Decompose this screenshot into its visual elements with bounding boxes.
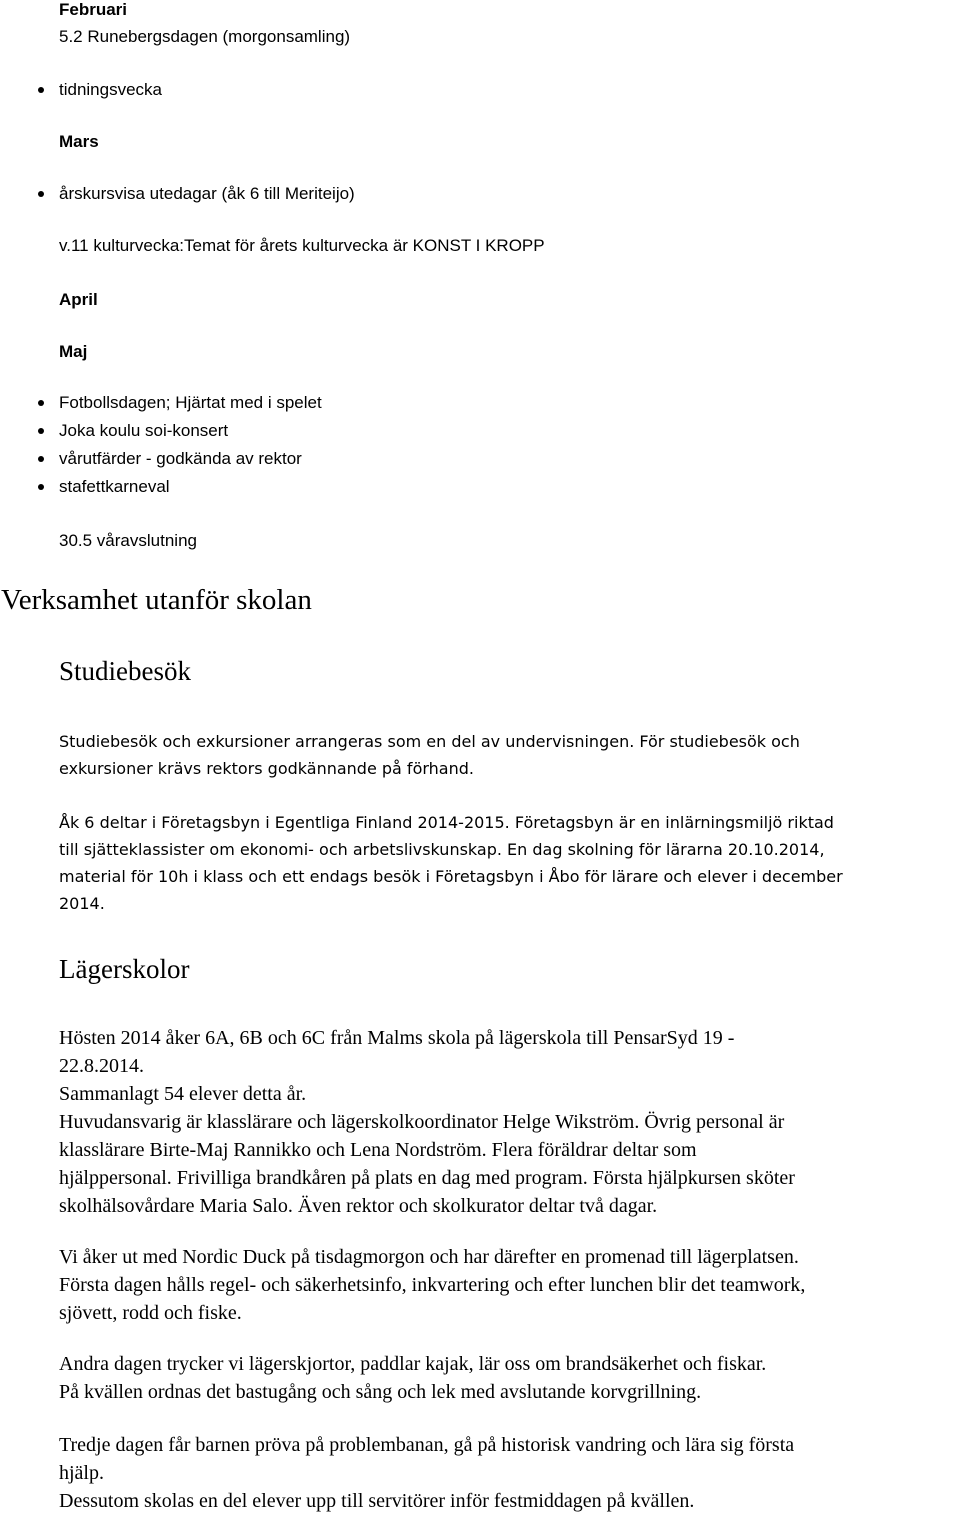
lagerskolor-block-1: Hösten 2014 åker 6A, 6B och 6C från Malms skola på lägerskola till PensarSyd 19 - 22.8.2014. Sammanlagt 54 elever detta år. Huvudansvarig är klasslärare och lägerskolkoordinator Helge Wikström. Övrig personal är klasslärare Birte-Maj Rannikko och Lena Nordström. Flera föräldrar deltar som hjälppersonal. Frivilliga brandkåren på plats en dag med program. Första hjälpkursen sköter skolhälsovårdare Maria Salo. Även rektor och skolkurator deltar två dagar.	[59, 1027, 795, 1217]
month-heading-mars: Mars	[59, 132, 99, 151]
section-heading-verksamhet: Verksamhet utanför skolan	[1, 584, 312, 616]
event-varavslutning: 30.5 våravslutning	[59, 531, 197, 550]
month-heading-maj: Maj	[59, 342, 88, 361]
march-list	[59, 180, 355, 208]
month-heading-februari: Februari	[59, 0, 128, 19]
month-heading-april: April	[59, 290, 98, 309]
may-list	[59, 389, 322, 501]
bullet-icon	[38, 428, 44, 434]
bullet-icon	[38, 456, 44, 462]
february-list	[59, 76, 162, 104]
list-item: tidningsvecka	[0, 76, 162, 104]
list-item: stafettkarneval	[0, 473, 322, 501]
studiebesok-paragraph-2: Åk 6 deltar i Företagsbyn i Egentliga Finland 2014-2015. Företagsbyn är en inlärningsmiljö riktad till sjätteklassister om ekonomi- och arbetslivskunskap. En dag skolning för lärarna 20.10.2014, material för 10h i klass och ett endags besök i Företagsbyn i Åbo för lärare och elever i december 2014.	[59, 813, 843, 913]
bullet-icon	[38, 87, 44, 93]
studiebesok-paragraph-1: Studiebesök och exkursioner arrangeras som en del av undervisningen. För studiebesök och exkursioner krävs rektors godkännande på förhand.	[59, 732, 800, 778]
subsection-heading-studiebesok: Studiebesök	[59, 656, 191, 686]
bullet-icon	[38, 191, 44, 197]
list-item: vårutfärder - godkända av rektor	[0, 445, 322, 473]
lagerskolor-block-2: Vi åker ut med Nordic Duck på tisdagmorgon och har därefter en promenad till lägerplatsen. Första dagen hålls regel- och säkerhetsinfo, inkvartering och efter lunchen blir det teamwork, sjövett, rodd och fiske.	[59, 1246, 806, 1324]
subsection-heading-lagerskolor: Lägerskolor	[59, 954, 190, 984]
event-runebergsdagen: 5.2 Runebergsdagen (morgonsamling)	[59, 27, 351, 46]
list-item: Joka koulu soi-konsert	[0, 417, 322, 445]
lagerskolor-block-3: Andra dagen trycker vi lägerskjortor, paddlar kajak, lär oss om brandsäkerhet och fiskar. På kvällen ordnas det bastugång och sång och lek med avslutande korvgrillning.	[59, 1353, 767, 1403]
list-item: årskursvisa utedagar (åk 6 till Meriteijo)	[0, 180, 355, 208]
lagerskolor-block-4: Tredje dagen får barnen pröva på problembanan, gå på historisk vandring och lära sig första hjälp. Dessutom skolas en del elever upp till servitörer inför festmiddagen på kvällen.	[59, 1434, 795, 1512]
bullet-icon	[38, 484, 44, 490]
list-item: Fotbollsdagen; Hjärtat med i spelet	[0, 389, 322, 417]
bullet-icon	[38, 400, 44, 406]
event-kulturvecka: v.11 kulturvecka:Temat för årets kulturvecka är KONST I KROPP	[59, 236, 545, 255]
